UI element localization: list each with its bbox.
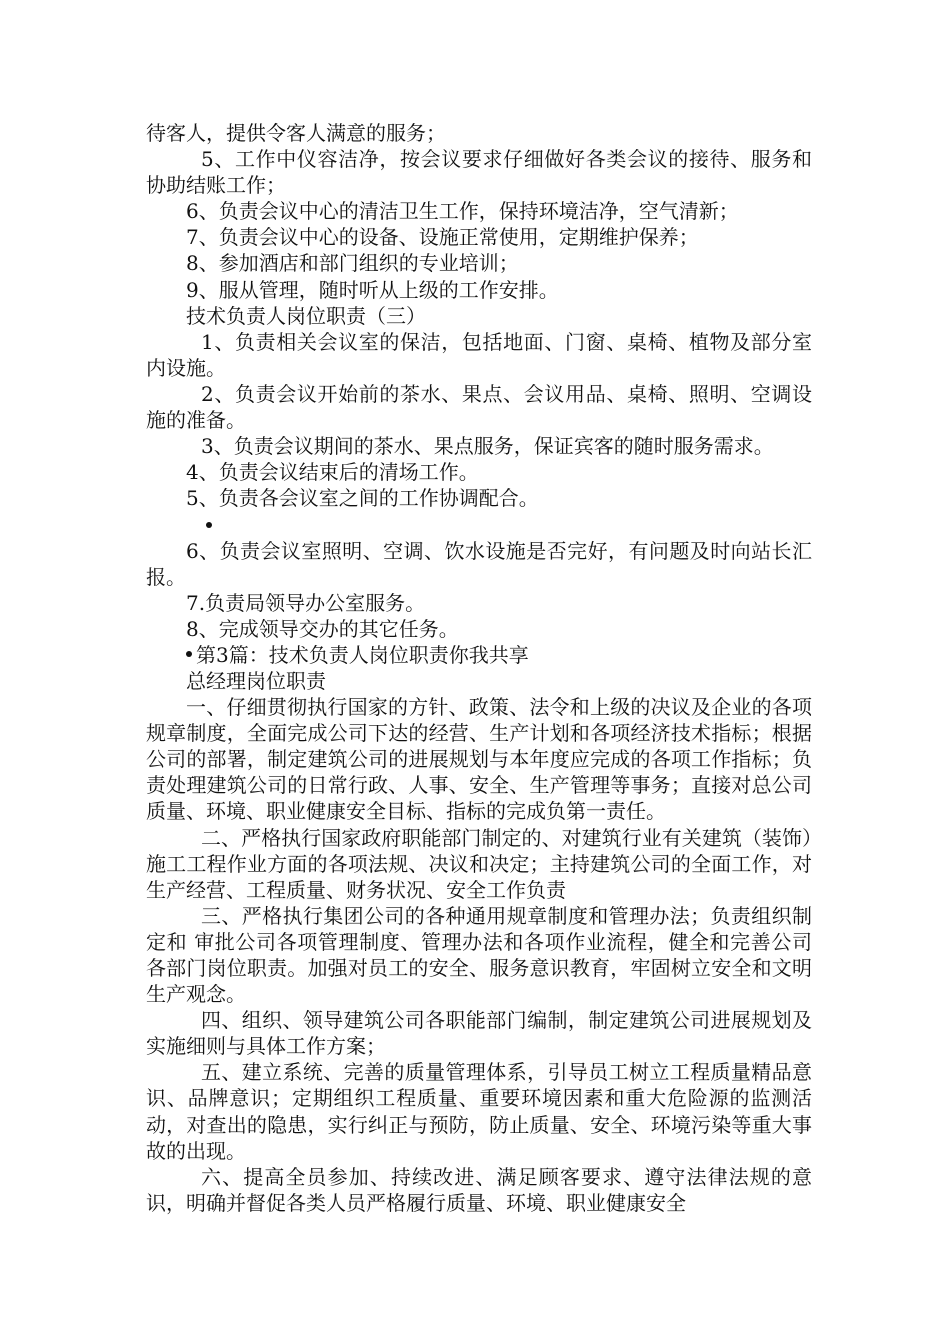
bullet-dot-icon: [186, 651, 192, 657]
paragraph: 8、参加酒店和部门组织的专业培训；: [186, 251, 519, 276]
section-heading: 总经理岗位职责: [186, 668, 326, 693]
paragraph: 6、负责会议室照明、空调、饮水设施是否完好，有问题及时向站长汇报。: [146, 538, 812, 589]
paragraph: 5、负责各会议室之间的工作协调配合。: [186, 486, 539, 511]
section-heading: 技术负责人岗位职责（三）: [186, 303, 426, 328]
paragraph: 一、仔细贯彻执行国家的方针、政策、法令和上级的决议及企业的各项规章制度，全面完成公司下达的经营、生产计划和各项经济技术指标；根据公司的部署，制定建筑公司的进展规划与本年度应完成的各项工作指标；负责处理建筑公司的日常行政、人事、安全、生产管理等事务；直接对总公司质量、环境、职业健康安全目标、指标的完成负第一责任。: [146, 695, 812, 824]
paragraph: 待客人，提供令客人满意的服务；: [146, 121, 446, 145]
document-body: [146, 120, 812, 1216]
paragraph: 2、负责会议开始前的茶水、果点、会议用品、桌椅、照明、空调设施的准备。: [146, 381, 812, 433]
paragraph: 六、提高全员参加、持续改进、满足顾客要求、遵守法律法规的意识，明确并督促各类人员严格履行质量、环境、职业健康安全: [146, 1164, 812, 1215]
chapter-heading: [146, 642, 812, 668]
paragraph: 7、负责会议中心的设备、设施正常使用，定期维护保养；: [186, 225, 699, 250]
paragraph: 二、严格执行国家政府职能部门制定的、对建筑行业有关建筑（装饰）施工工程作业方面的各项法规、决议和决定；主持建筑公司的全面工作，对生产经营、工程质量、财务状况、安全工作负责: [146, 825, 812, 902]
paragraph: 6、负责会议中心的清洁卫生工作，保持环境洁净，空气清新；: [186, 199, 739, 224]
paragraph: 五、建立系统、完善的质量管理体系，引导员工树立工程质量精品意识、品牌意识；定期组织工程质量、重要环境因素和重大危险源的监测活动，对查出的隐患，实行纠正与预防，防止质量、安全、环境污染等重大事故的出现。: [146, 1060, 812, 1163]
paragraph: 1、负责相关会议室的保洁，包括地面、门窗、桌椅、植物及部分室内设施。: [146, 329, 812, 380]
paragraph: 9、服从管理，随时听从上级的工作安排。: [186, 277, 559, 302]
paragraph: 8、完成领导交办的其它任务。: [186, 616, 459, 641]
paragraph: 四、组织、领导建筑公司各职能部门编制，制定建筑公司进展规划及实施细则与具体工作方案；: [146, 1008, 812, 1059]
paragraph: 7.负责局领导办公室服务。: [186, 590, 426, 615]
paragraph: 5、工作中仪容洁净，按会议要求仔细做好各类会议的接待、服务和协助结账工作；: [146, 147, 812, 198]
bullet-marker: [146, 511, 812, 537]
paragraph: 三、严格执行集团公司的各种通用规章制度和管理办法；负责组织制定和 审批公司各项管理制度、管理办法和各项作业流程，健全和完善公司 各部门岗位职责。加强对员工的安全、服务意识教育，牢固树立安全和文明生产观念。: [146, 903, 812, 1007]
chapter-heading-text: 第3篇：技术负责人岗位职责你我共享: [196, 642, 529, 667]
paragraph: 4、负责会议结束后的清场工作。: [186, 460, 479, 485]
paragraph: 3、负责会议期间的茶水、果点服务，保证宾客的随时服务需求。: [201, 434, 774, 459]
bullet-dot-icon: [206, 522, 212, 528]
